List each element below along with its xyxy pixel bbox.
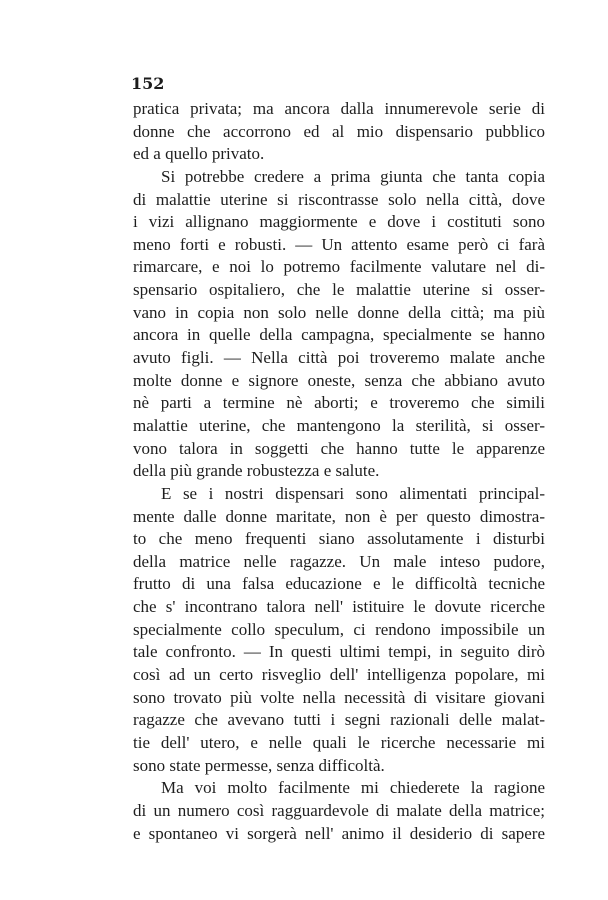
paragraph (133, 166, 545, 483)
text-line: specialmente collo speculum, ci rendono impossibile un (133, 619, 545, 639)
text-line: della più grande robustezza e salute. (133, 461, 380, 481)
text-line: vono talora in soggetti che hanno tutte le apparenze (133, 438, 545, 458)
text-line: rimarcare, e noi lo potremo facilmente valutare nel di- (133, 257, 545, 277)
text-line: vano in copia non solo nelle donne della città; ma più (133, 302, 545, 322)
text-line: to che meno frequenti siano assolutamente i disturbi (133, 529, 545, 549)
text-line: donne che accorrono ed al mio dispensario pubblico (133, 121, 545, 141)
text-line: frutto di una falsa educazione e le difficoltà tecniche (133, 574, 545, 594)
text-line: tie dell' utero, e nelle quali le ricerche necessarie mi (133, 732, 545, 752)
text-line: meno forti e robusti. — Un attento esame però ci farà (133, 234, 545, 254)
paragraph (133, 483, 545, 777)
text-line: ragazze che avevano tutti i segni razionali delle malat- (133, 710, 545, 730)
text-line: E se i nostri dispensari sono alimentati principal- (161, 483, 545, 503)
text-line: nè parti a termine nè aborti; e troveremo che simili (133, 393, 545, 413)
body-text (133, 98, 545, 845)
text-line: di un numero così ragguardevole di malate della matrice; (133, 800, 545, 820)
text-line: spensario ospitaliero, che le malattie uterine si osser- (133, 280, 545, 300)
text-line: che s' incontrano talora nell' istituire le dovute ricerche (133, 597, 545, 617)
paragraph (133, 98, 545, 166)
text-line: ancora in quelle della campagna, specialmente se hanno (133, 325, 545, 345)
text-line: Si potrebbe credere a prima giunta che tanta copia (161, 166, 545, 186)
text-line: tale confronto. — In questi ultimi tempi, in seguito dirò (133, 642, 545, 662)
text-line: di malattie uterine si riscontrasse solo nella città, dove (133, 189, 545, 209)
text-line: ed a quello privato. (133, 144, 265, 164)
paragraph (133, 777, 545, 845)
text-line: molte donne e signore oneste, senza che abbiano avuto (133, 370, 545, 390)
text-line: così ad un certo risveglio dell' intelligenza popolare, mi (133, 665, 545, 685)
page-number: 152 (131, 74, 165, 93)
text-line: e spontaneo vi sorgerà nell' animo il desiderio di sapere (133, 823, 545, 843)
text-line: pratica privata; ma ancora dalla innumerevole serie di (133, 99, 545, 118)
text-line: mente dalle donne maritate, non è per questo dimostra- (133, 506, 545, 526)
text-line: sono trovato più volte nella necessità di visitare giovani (133, 687, 545, 707)
text-line: i vizi allignano maggiormente e dove i costituti sono (133, 212, 545, 232)
text-line: della matrice nelle ragazze. Un male inteso pudore, (133, 551, 545, 571)
text-line: Ma voi molto facilmente mi chiederete la ragione (161, 778, 545, 798)
text-line: avuto figli. — Nella città poi troveremo malate anche (133, 348, 545, 368)
text-line: sono state permesse, senza difficoltà. (133, 755, 385, 775)
text-line: malattie uterine, che mantengono la sterilità, si osser- (133, 415, 545, 435)
